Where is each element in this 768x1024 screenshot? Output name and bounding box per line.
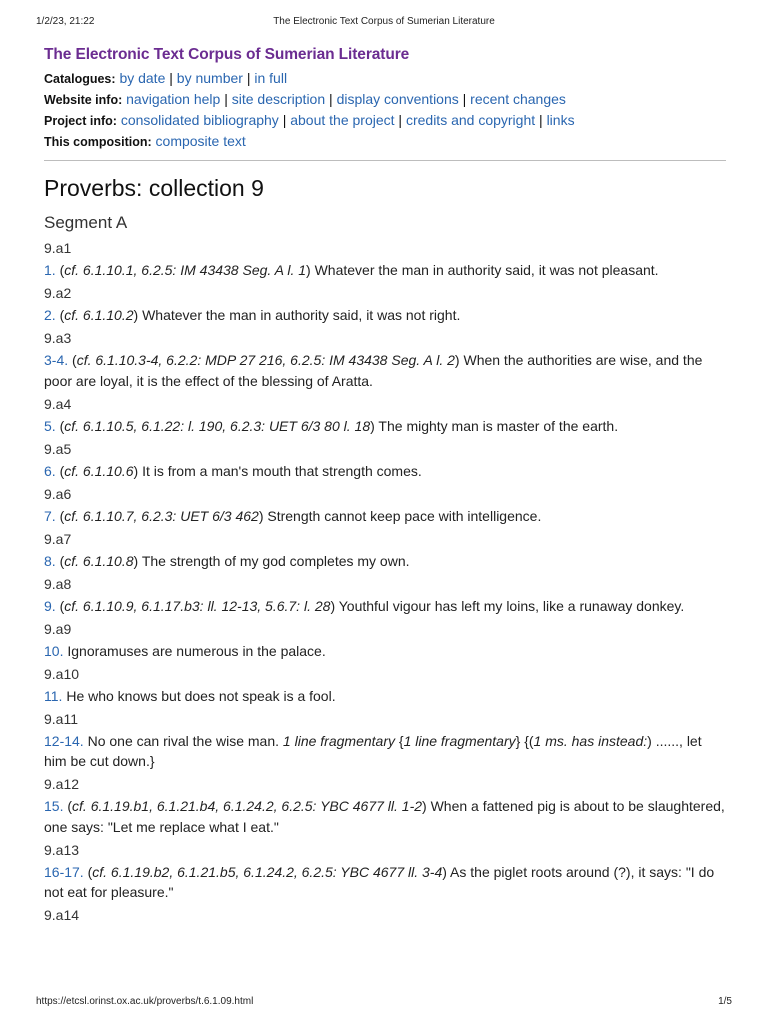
line-number-link[interactable]: 1. — [44, 262, 56, 278]
link-composite-text[interactable]: composite text — [155, 133, 246, 149]
proverb-fragment: ) ......, let him be cut down.} — [44, 732, 702, 769]
catalogues-nav: Catalogues: by date | by number | in full — [44, 70, 288, 86]
line-number-link[interactable]: 11. — [44, 687, 63, 704]
print-header — [36, 16, 732, 30]
link-by-date[interactable]: by date — [119, 70, 166, 86]
line-id: 9.a13 — [44, 841, 80, 858]
proverb-text — [44, 506, 726, 527]
proverb-text — [44, 862, 726, 903]
line-id: 9.a5 — [44, 440, 72, 457]
line-id: 9.a6 — [44, 485, 72, 502]
line-number-link[interactable]: 15. — [44, 798, 64, 814]
print-date: 1/2/23, 21:22 — [36, 16, 95, 27]
line-number-link[interactable]: 16-17. — [44, 863, 84, 880]
line-number-link[interactable]: 10. — [44, 642, 64, 659]
translation: ) Youthful vigour has left my loins, like a runaway donkey. — [330, 597, 685, 614]
proverb-text — [44, 596, 726, 617]
line-id: 9.a10 — [44, 665, 80, 682]
translation: ) As the piglet roots around (?), it says: "I do not eat for pleasure." — [44, 863, 715, 900]
line-id: 9.a8 — [44, 575, 72, 592]
proverb-text — [44, 350, 726, 391]
translation: ) It is from a man's mouth that strength comes. — [133, 462, 422, 479]
line-id: 9.a7 — [44, 530, 72, 547]
paren-open: ( — [55, 507, 65, 524]
translation: ) The mighty man is master of the earth. — [370, 417, 619, 434]
proverb-fragment: No one can rival the wise man. — [83, 732, 283, 749]
page-content — [44, 46, 726, 927]
proverb-fragment: { — [394, 732, 404, 749]
cross-reference: cf. 6.1.19.b1, 6.1.21.b4, 6.1.24.2, 6.2.5: YBC 4677 ll. 1-2 — [72, 798, 423, 814]
proverb-text — [44, 731, 726, 772]
project-info-nav: Project info: consolidated bibliography | about the project | credits and copyright | links — [44, 112, 575, 128]
line-number-link[interactable]: 6. — [44, 462, 56, 479]
segment-title: Segment A — [44, 213, 128, 232]
line-id: 9.a3 — [44, 330, 72, 346]
paren-open: ( — [55, 552, 65, 569]
link-in-full[interactable]: in full — [254, 70, 288, 86]
link-navigation-help[interactable]: navigation help — [126, 91, 221, 107]
line-id: 9.a2 — [44, 285, 72, 301]
link-consolidated-bibliography[interactable]: consolidated bibliography — [120, 112, 279, 128]
translation: ) When the authorities are wise, and the poor are loyal, it is the effect of the blessing of Aratta. — [44, 352, 703, 389]
line-number-link[interactable]: 8. — [44, 552, 56, 569]
line-id: 9.a9 — [44, 620, 72, 637]
site-title[interactable]: The Electronic Text Corpus of Sumerian Literature — [44, 46, 410, 63]
cross-reference: cf. 6.1.19.b2, 6.1.21.b5, 6.1.24.2, 6.2.5: YBC 4677 ll. 3-4 — [92, 863, 443, 880]
header-divider — [44, 160, 726, 161]
entries-list — [44, 238, 726, 926]
line-id: 9.a14 — [44, 907, 80, 923]
line-id: 9.a11 — [44, 710, 78, 727]
proverb-text — [44, 260, 726, 281]
cross-reference: cf. 6.1.10.5, 6.1.22: l. 190, 6.2.3: UET 6/3 80 l. 18 — [64, 417, 371, 434]
paren-open: ( — [55, 417, 65, 434]
project-info-label: Project info: — [44, 114, 117, 128]
translation: ) Strength cannot keep pace with intelligence. — [258, 507, 542, 524]
link-credits-copyright[interactable]: credits and copyright — [405, 112, 536, 128]
line-number-link[interactable]: 9. — [44, 597, 56, 614]
link-site-description[interactable]: site description — [231, 91, 326, 107]
translation: He who knows but does not speak is a fool. — [62, 687, 336, 704]
proverb-text — [44, 416, 726, 437]
website-info-label: Website info: — [44, 93, 123, 107]
line-number-link[interactable]: 3-4. — [44, 352, 69, 368]
paren-open: ( — [63, 798, 73, 814]
translation: ) When a fattened pig is about to be slaughtered, one says: "Let me replace what I eat." — [44, 798, 725, 835]
cross-reference: cf. 6.1.10.7, 6.2.3: UET 6/3 462 — [64, 507, 259, 524]
proverb-text — [44, 641, 726, 662]
paren-open: ( — [83, 863, 93, 880]
print-url: https://etcsl.orinst.ox.ac.uk/proverbs/t.6.1.09.html — [36, 996, 254, 1007]
cross-reference: cf. 6.1.10.9, 6.1.17.b3: ll. 12-13, 5.6.7: l. 28 — [64, 597, 331, 614]
link-by-number[interactable]: by number — [176, 70, 243, 86]
proverb-text — [44, 686, 726, 707]
translation: ) Whatever the man in authority said, it was not right. — [133, 307, 461, 323]
translation: ) The strength of my god completes my own. — [133, 552, 410, 569]
page-title: Proverbs: collection 9 — [44, 175, 264, 201]
link-about-project[interactable]: about the project — [290, 112, 395, 128]
catalogues-label: Catalogues: — [44, 72, 116, 86]
line-number-link[interactable]: 5. — [44, 417, 56, 434]
translation: ) Whatever the man in authority said, it was not pleasant. — [306, 262, 659, 278]
paren-open: ( — [55, 262, 65, 278]
line-id: 9.a1 — [44, 240, 72, 256]
line-number-link[interactable]: 7. — [44, 507, 56, 524]
link-display-conventions[interactable]: display conventions — [336, 91, 459, 107]
translation: Ignoramuses are numerous in the palace. — [63, 642, 326, 659]
paren-open: ( — [55, 597, 65, 614]
this-composition-nav — [44, 131, 726, 152]
cross-reference: cf. 6.1.10.8 — [64, 552, 134, 569]
cross-reference: cf. 6.1.10.1, 6.2.5: IM 43438 Seg. A l. 1 — [64, 262, 307, 278]
print-page-number: 1/5 — [718, 996, 732, 1007]
paren-open: ( — [68, 352, 77, 368]
line-id: 9.a4 — [44, 395, 72, 412]
editorial-note: 1 line fragmentary — [403, 732, 516, 749]
proverb-fragment: } {( — [515, 732, 534, 749]
print-footer — [36, 996, 732, 1010]
link-recent-changes[interactable]: recent changes — [470, 91, 566, 107]
line-number-link[interactable]: 2. — [44, 307, 56, 323]
print-title: The Electronic Text Corpus of Sumerian Literature — [273, 16, 495, 27]
proverb-text — [44, 551, 726, 572]
cross-reference: cf. 6.1.10.6 — [64, 462, 134, 479]
proverb-text — [44, 461, 726, 482]
cross-reference: cf. 6.1.10.3-4, 6.2.2: MDP 27 216, 6.2.5: IM 43438 Seg. A l. 2 — [76, 352, 455, 368]
link-links[interactable]: links — [546, 112, 575, 128]
proverb-text — [44, 796, 726, 837]
proverb-text — [44, 305, 726, 326]
website-info-nav: Website info: navigation help | site description | display conventions | recent changes — [44, 91, 566, 107]
line-id: 9.a12 — [44, 776, 80, 792]
editorial-note: 1 line fragmentary — [282, 732, 395, 749]
line-number-link[interactable]: 12-14. — [44, 732, 84, 749]
editorial-note: 1 ms. has instead: — [533, 732, 648, 749]
paren-open: ( — [55, 462, 65, 479]
paren-open: ( — [55, 307, 65, 323]
this-composition-label: This composition: — [44, 135, 152, 149]
cross-reference: cf. 6.1.10.2 — [64, 307, 134, 323]
